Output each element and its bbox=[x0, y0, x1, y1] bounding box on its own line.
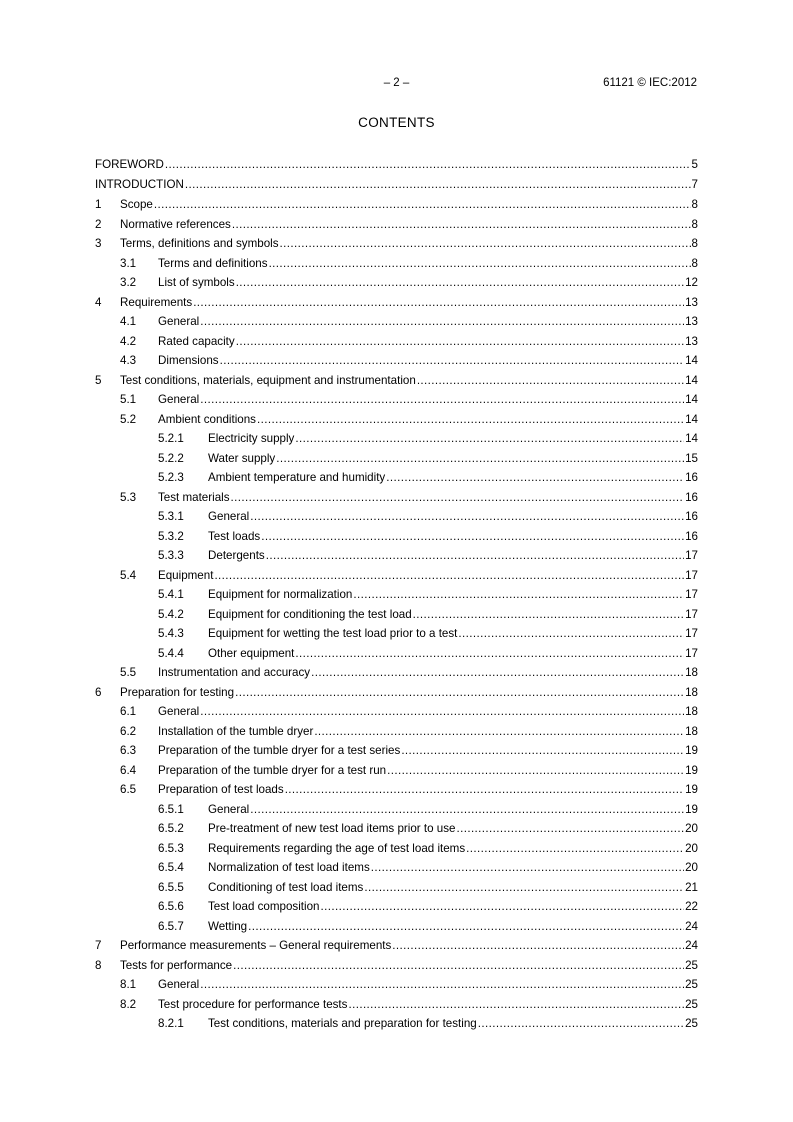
toc-entry[interactable] bbox=[95, 451, 698, 471]
toc-entry-title: Ambient conditions bbox=[158, 412, 256, 426]
toc-dot-leader bbox=[458, 626, 684, 642]
toc-dot-leader bbox=[386, 470, 684, 486]
toc-entry[interactable] bbox=[95, 197, 698, 217]
toc-entry-page: 8 bbox=[691, 198, 698, 211]
toc-dot-leader bbox=[321, 899, 685, 915]
toc-entry-number: 6.5.6 bbox=[158, 900, 184, 913]
toc-entry-page: 18 bbox=[685, 666, 698, 679]
toc-entry[interactable] bbox=[95, 392, 698, 412]
toc-entry-page: 14 bbox=[685, 354, 698, 367]
toc-entry-number: 6.5.2 bbox=[158, 822, 184, 835]
toc-entry[interactable] bbox=[95, 977, 698, 997]
toc-entry-title: List of symbols bbox=[158, 276, 235, 289]
toc-entry[interactable] bbox=[95, 431, 698, 451]
toc-entry-number: 5.3.3 bbox=[158, 549, 184, 562]
toc-entry-page: 19 bbox=[685, 802, 698, 816]
toc-entry-title: Test loads bbox=[208, 529, 261, 543]
toc-entry[interactable] bbox=[95, 470, 698, 490]
toc-entry-page: 25 bbox=[685, 958, 698, 972]
toc-entry-title: INTRODUCTION bbox=[95, 178, 184, 191]
toc-entry-page: 16 bbox=[685, 510, 698, 523]
toc-entry-number: 5.4.2 bbox=[158, 607, 184, 621]
toc-entry-title: Test procedure for performance tests bbox=[158, 997, 348, 1011]
toc-dot-leader bbox=[250, 802, 684, 818]
toc-entry-number: 4.1 bbox=[120, 315, 137, 328]
toc-entry-number: 5.3.1 bbox=[158, 510, 184, 523]
toc-dot-leader bbox=[295, 431, 684, 447]
toc-entry[interactable] bbox=[95, 665, 698, 685]
toc-entry-number: 8 bbox=[95, 958, 102, 972]
toc-entry-page: 24 bbox=[685, 919, 698, 933]
toc-entry-page: 18 bbox=[685, 705, 698, 718]
standard-reference: 61121 © IEC:2012 bbox=[603, 77, 697, 89]
toc-dot-leader bbox=[314, 724, 684, 740]
toc-entry-number: 4 bbox=[95, 295, 102, 309]
toc-dot-leader bbox=[266, 548, 684, 564]
toc-entry-title: Normalization of test load items bbox=[208, 861, 370, 874]
toc-dot-leader bbox=[387, 763, 684, 779]
toc-entry-number: 8.2 bbox=[120, 997, 137, 1011]
toc-dot-leader bbox=[401, 743, 684, 759]
toc-entry-title: Scope bbox=[120, 198, 153, 211]
toc-entry-title: General bbox=[158, 315, 200, 328]
toc-entry[interactable] bbox=[95, 763, 698, 783]
page-title: CONTENTS bbox=[358, 115, 435, 130]
toc-entry-page: 17 bbox=[685, 549, 698, 562]
toc-entry-page: 13 bbox=[685, 334, 698, 348]
toc-entry-page: 24 bbox=[685, 939, 698, 952]
toc-entry-title: Test conditions, materials and preparation for testing bbox=[208, 1017, 477, 1030]
toc-entry-page: 8 bbox=[691, 256, 698, 270]
toc-entry[interactable] bbox=[95, 334, 698, 354]
toc-entry[interactable] bbox=[95, 646, 698, 666]
toc-entry-number: 4.3 bbox=[120, 354, 137, 367]
toc-entry-page: 17 bbox=[685, 588, 698, 601]
toc-entry-number: 6.1 bbox=[120, 705, 137, 718]
toc-entry-title: Wetting bbox=[208, 919, 248, 933]
toc-entry[interactable] bbox=[95, 704, 698, 724]
toc-entry-number: 2 bbox=[95, 217, 102, 231]
toc-entry-number: 4.2 bbox=[120, 334, 137, 348]
toc-entry[interactable] bbox=[95, 607, 698, 627]
toc-entry-number: 3.1 bbox=[120, 256, 137, 270]
toc-entry-page: 21 bbox=[685, 880, 698, 894]
toc-entry-page: 14 bbox=[685, 412, 698, 426]
toc-entry-title: Equipment bbox=[158, 568, 214, 582]
toc-entry-page: 8 bbox=[691, 217, 698, 231]
toc-entry-number: 5 bbox=[95, 373, 102, 387]
toc-entry-number: 8.1 bbox=[120, 978, 137, 991]
toc-entry-page: 17 bbox=[685, 646, 698, 660]
toc-entry-number: 8.2.1 bbox=[158, 1017, 184, 1030]
toc-entry-page: 17 bbox=[685, 607, 698, 621]
toc-entry-page: 25 bbox=[685, 997, 698, 1011]
toc-entry[interactable] bbox=[95, 275, 698, 295]
toc-entry[interactable] bbox=[95, 177, 698, 197]
toc-entry-number: 3 bbox=[95, 237, 102, 250]
toc-entry-title: Equipment for conditioning the test load bbox=[208, 607, 412, 621]
toc-entry-title: Equipment for wetting the test load prior to a test bbox=[208, 627, 458, 640]
toc-entry-title: Requirements bbox=[120, 295, 193, 309]
toc-entry[interactable] bbox=[95, 295, 698, 315]
toc-entry-number: 5.2.3 bbox=[158, 471, 184, 484]
toc-entry-page: 20 bbox=[685, 822, 698, 835]
toc-dot-leader bbox=[417, 373, 684, 389]
toc-entry[interactable] bbox=[95, 821, 698, 841]
toc-entry-title: Terms, definitions and symbols bbox=[120, 237, 279, 250]
toc-entry-number: 5.4.4 bbox=[158, 646, 184, 660]
toc-entry[interactable] bbox=[95, 548, 698, 568]
toc-entry[interactable] bbox=[95, 353, 698, 373]
toc-entry[interactable] bbox=[95, 314, 698, 334]
toc-entry-page: 8 bbox=[691, 237, 698, 250]
toc-entry-page: 14 bbox=[685, 373, 698, 387]
toc-entry-title: Test materials bbox=[158, 490, 230, 504]
toc-dot-leader bbox=[280, 236, 691, 252]
toc-entry-title: Pre-treatment of new test load items prior to use bbox=[208, 822, 456, 835]
toc-entry-title: Requirements regarding the age of test load items bbox=[208, 841, 466, 855]
toc-entry-title: Water supply bbox=[208, 451, 276, 465]
toc-entry-title: Normative references bbox=[120, 217, 231, 231]
toc-dot-leader bbox=[285, 782, 684, 798]
toc-dot-leader bbox=[214, 568, 684, 584]
toc-entry-number: 6.5.1 bbox=[158, 802, 184, 816]
toc-entry-number: 5.3 bbox=[120, 490, 137, 504]
toc-entry-page: 13 bbox=[685, 295, 698, 309]
toc-dot-leader bbox=[371, 860, 684, 876]
toc-entry-number: 5.2.1 bbox=[158, 432, 184, 445]
toc-dot-leader bbox=[392, 938, 684, 954]
toc-entry[interactable] bbox=[95, 860, 698, 880]
toc-entry-page: 5 bbox=[691, 158, 698, 171]
toc-entry-page: 25 bbox=[685, 978, 698, 991]
toc-dot-leader bbox=[193, 295, 684, 311]
toc-entry-page: 17 bbox=[685, 568, 698, 582]
toc-entry-title: Instrumentation and accuracy bbox=[158, 666, 311, 679]
toc-entry[interactable] bbox=[95, 1016, 698, 1036]
toc-entry-page: 12 bbox=[685, 276, 698, 289]
toc-dot-leader bbox=[248, 919, 684, 935]
toc-entry-number: 5.3.2 bbox=[158, 529, 184, 543]
toc-entry-title: Test load composition bbox=[208, 900, 320, 913]
toc-dot-leader bbox=[364, 880, 684, 896]
toc-entry-page: 20 bbox=[685, 841, 698, 855]
toc-dot-leader bbox=[295, 646, 684, 662]
toc-entry-number: 1 bbox=[95, 198, 102, 211]
toc-entry[interactable] bbox=[95, 236, 698, 256]
toc-entry[interactable] bbox=[95, 568, 698, 588]
toc-entry-number: 6.5.5 bbox=[158, 880, 184, 894]
toc-dot-leader bbox=[413, 607, 684, 623]
toc-entry[interactable] bbox=[95, 685, 698, 705]
toc-entry-number: 6 bbox=[95, 685, 102, 699]
toc-entry[interactable] bbox=[95, 509, 698, 529]
toc-entry[interactable] bbox=[95, 626, 698, 646]
toc-entry-title: Tests for performance bbox=[120, 958, 233, 972]
toc-entry-title: Preparation for testing bbox=[120, 685, 235, 699]
toc-entry-title: Equipment for normalization bbox=[208, 588, 353, 601]
toc-entry-page: 25 bbox=[685, 1017, 698, 1030]
toc-entry-number: 3.2 bbox=[120, 276, 137, 289]
toc-entry-title: Ambient temperature and humidity bbox=[208, 471, 386, 484]
toc-entry[interactable] bbox=[95, 880, 698, 900]
toc-dot-leader bbox=[200, 704, 684, 720]
toc-entry-number: 5.4.3 bbox=[158, 627, 184, 640]
toc-entry-title: Preparation of the tumble dryer for a test series bbox=[158, 744, 401, 757]
toc-entry[interactable] bbox=[95, 899, 698, 919]
toc-dot-leader bbox=[200, 977, 684, 993]
toc-entry-title: Other equipment bbox=[208, 646, 295, 660]
toc-entry-number: 5.5 bbox=[120, 666, 137, 679]
toc-entry-page: 22 bbox=[685, 900, 698, 913]
toc-entry-title: Test conditions, materials, equipment and instrumentation bbox=[120, 373, 416, 387]
page-number: – 2 – bbox=[383, 77, 410, 89]
toc-entry-page: 17 bbox=[685, 627, 698, 640]
toc-entry-title: Electricity supply bbox=[208, 432, 295, 445]
toc-entry-number: 6.5 bbox=[120, 783, 137, 796]
toc-dot-leader bbox=[154, 197, 691, 213]
toc-entry[interactable] bbox=[95, 919, 698, 939]
toc-entry-page: 14 bbox=[685, 432, 698, 445]
toc-entry-title: Conditioning of test load items bbox=[208, 880, 364, 894]
toc-entry-title: General bbox=[158, 705, 200, 718]
toc-entry-page: 19 bbox=[685, 763, 698, 777]
toc-entry-title: General bbox=[158, 393, 200, 406]
toc-entry[interactable] bbox=[95, 938, 698, 958]
toc-entry-title: Rated capacity bbox=[158, 334, 235, 348]
toc-dot-leader bbox=[276, 451, 684, 467]
toc-entry-number: 5.2 bbox=[120, 412, 137, 426]
toc-entry[interactable] bbox=[95, 490, 698, 510]
toc-entry[interactable] bbox=[95, 997, 698, 1017]
toc-entry-number: 5.1 bbox=[120, 393, 137, 406]
toc-entry-number: 7 bbox=[95, 939, 102, 952]
toc-entry-title: Preparation of test loads bbox=[158, 783, 284, 796]
toc-entry-page: 19 bbox=[685, 744, 698, 757]
toc-dot-leader bbox=[456, 821, 684, 837]
toc-dot-leader bbox=[231, 490, 685, 506]
toc-dot-leader bbox=[261, 529, 684, 545]
toc-dot-leader bbox=[250, 509, 684, 525]
toc-entry-title: Installation of the tumble dryer bbox=[158, 724, 314, 738]
toc-entry-title: Dimensions bbox=[158, 354, 219, 367]
toc-entry[interactable] bbox=[95, 256, 698, 276]
toc-entry-title: Preparation of the tumble dryer for a test run bbox=[158, 763, 387, 777]
toc-dot-leader bbox=[236, 334, 684, 350]
toc-entry[interactable] bbox=[95, 529, 698, 549]
toc-dot-leader bbox=[269, 256, 691, 272]
toc-dot-leader bbox=[466, 841, 684, 857]
toc-entry-number: 6.5.4 bbox=[158, 861, 184, 874]
toc-entry-number: 6.2 bbox=[120, 724, 137, 738]
toc-dot-leader bbox=[478, 1016, 684, 1032]
toc-entry-title: FOREWORD bbox=[95, 158, 164, 171]
toc-dot-leader bbox=[185, 177, 691, 193]
toc-entry-number: 6.4 bbox=[120, 763, 137, 777]
toc-entry[interactable] bbox=[95, 958, 698, 978]
toc-entry-title: General bbox=[208, 510, 250, 523]
toc-entry-page: 13 bbox=[685, 315, 698, 328]
toc-entry-page: 20 bbox=[685, 861, 698, 874]
toc-entry-number: 5.2.2 bbox=[158, 451, 184, 465]
table-of-contents bbox=[95, 157, 698, 1036]
toc-entry[interactable] bbox=[95, 782, 698, 802]
toc-entry[interactable] bbox=[95, 743, 698, 763]
toc-dot-leader bbox=[200, 314, 684, 330]
toc-entry-number: 6.3 bbox=[120, 744, 137, 757]
toc-dot-leader bbox=[236, 275, 684, 291]
toc-entry[interactable] bbox=[95, 802, 698, 822]
toc-entry[interactable] bbox=[95, 157, 698, 177]
toc-dot-leader bbox=[232, 217, 691, 233]
toc-entry-page: 15 bbox=[685, 451, 698, 465]
toc-entry-number: 6.5.3 bbox=[158, 841, 184, 855]
toc-entry[interactable] bbox=[95, 217, 698, 237]
toc-entry[interactable] bbox=[95, 587, 698, 607]
toc-entry-page: 16 bbox=[685, 529, 698, 543]
toc-entry-title: General bbox=[208, 802, 250, 816]
toc-entry[interactable] bbox=[95, 841, 698, 861]
toc-dot-leader bbox=[233, 958, 684, 974]
toc-entry-number: 5.4.1 bbox=[158, 588, 184, 601]
toc-entry-title: Detergents bbox=[208, 549, 265, 562]
toc-dot-leader bbox=[257, 412, 684, 428]
toc-dot-leader bbox=[220, 353, 685, 369]
toc-entry-number: 5.4 bbox=[120, 568, 137, 582]
toc-entry[interactable] bbox=[95, 412, 698, 432]
toc-entry-page: 7 bbox=[691, 178, 698, 191]
toc-entry-page: 16 bbox=[685, 490, 698, 504]
toc-entry[interactable] bbox=[95, 724, 698, 744]
toc-entry[interactable] bbox=[95, 373, 698, 393]
toc-entry-title: Terms and definitions bbox=[158, 256, 268, 270]
toc-dot-leader bbox=[235, 685, 684, 701]
toc-entry-page: 18 bbox=[685, 724, 698, 738]
toc-entry-page: 18 bbox=[685, 685, 698, 699]
toc-entry-number: 6.5.7 bbox=[158, 919, 184, 933]
toc-dot-leader bbox=[353, 587, 684, 603]
toc-dot-leader bbox=[311, 665, 684, 681]
toc-entry-page: 19 bbox=[685, 783, 698, 796]
toc-entry-page: 16 bbox=[685, 471, 698, 484]
toc-entry-title: General bbox=[158, 978, 200, 991]
toc-dot-leader bbox=[165, 157, 691, 173]
toc-entry-title: Performance measurements – General requirements bbox=[120, 939, 392, 952]
toc-dot-leader bbox=[348, 997, 684, 1013]
toc-entry-page: 14 bbox=[685, 393, 698, 406]
toc-dot-leader bbox=[200, 392, 684, 408]
